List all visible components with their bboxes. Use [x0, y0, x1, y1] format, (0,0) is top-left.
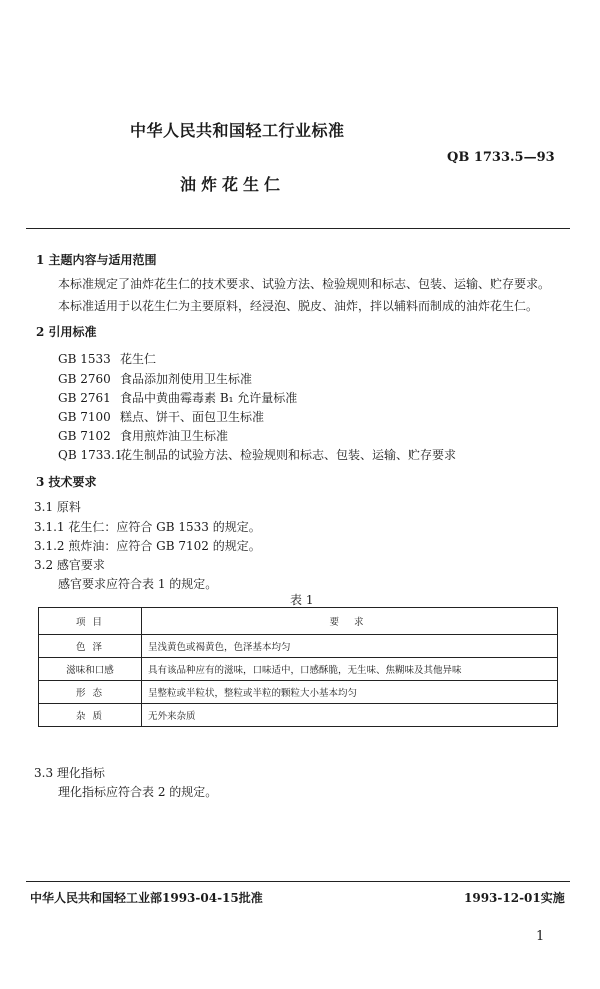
table-cell-item: 滋味和口感 — [39, 658, 142, 681]
table-cell-item: 色 泽 — [39, 635, 142, 658]
table-cell-item: 形 态 — [39, 681, 142, 704]
approval-line: 中华人民共和国轻工业部1993-04-15批准 — [30, 891, 263, 905]
standard-title: 油炸花生仁 — [180, 175, 286, 194]
standard-code: QB 1733.5—93 — [447, 150, 555, 165]
column-header-requirement: 要 求 — [142, 608, 558, 635]
reference-item: GB 7100 糕点、饼干、面包卫生标准 — [58, 410, 265, 424]
section-3-1-2: 3.1.2 煎炸油：应符合 GB 7102 的规定。 — [34, 539, 261, 553]
sensory-requirements-table — [38, 607, 558, 727]
section-2-heading: 2 引用标准 — [36, 325, 97, 339]
table-cell-item: 杂 质 — [39, 704, 142, 727]
reference-item: QB 1733.1花生制品的试验方法、检验规则和标志、包装、运输、贮存要求 — [58, 448, 457, 462]
table-row — [39, 635, 558, 658]
header-rule — [26, 228, 570, 229]
footer-rule — [26, 881, 570, 882]
table-row — [39, 681, 558, 704]
section-1-para-2: 本标准适用于以花生仁为主要原料，经浸泡、脱皮、油炸，拌以辅料而制成的油炸花生仁。 — [58, 299, 539, 313]
table-cell-requirement: 无外来杂质 — [142, 704, 558, 727]
section-3-heading: 3 技术要求 — [36, 475, 97, 489]
section-3-1-heading: 3.1 原料 — [34, 500, 81, 514]
section-1-heading: 1 主题内容与适用范围 — [36, 253, 157, 267]
section-1-para-1: 本标准规定了油炸花生仁的技术要求、试验方法、检验规则和标志、包装、运输、贮存要求。 — [58, 277, 551, 291]
section-3-3-heading: 3.3 理化指标 — [34, 766, 105, 780]
section-3-2-heading: 3.2 感官要求 — [34, 558, 105, 572]
table-1-caption: 表 1 — [290, 593, 314, 607]
table-cell-requirement: 呈整粒或半粒状，整粒或半粒的颗粒大小基本均匀 — [142, 681, 558, 704]
table-row — [39, 704, 558, 727]
section-3-2-text: 感官要求应符合表 1 的规定。 — [58, 577, 218, 591]
reference-item: GB 1533 花生仁 — [58, 352, 157, 366]
reference-item: GB 7102 食用煎炸油卫生标准 — [58, 429, 229, 443]
reference-item: GB 2760 食品添加剂使用卫生标准 — [58, 372, 253, 386]
implementation-date: 1993-12-01实施 — [464, 891, 565, 905]
table-cell-requirement: 具有该品种应有的滋味，口味适中，口感酥脆，无生味、焦糊味及其他异味 — [142, 658, 558, 681]
section-3-3-text: 理化指标应符合表 2 的规定。 — [58, 785, 218, 799]
table-cell-requirement: 呈浅黄色或褐黄色，色泽基本均匀 — [142, 635, 558, 658]
table-row — [39, 658, 558, 681]
reference-item: GB 2761 食品中黄曲霉毒素 B₁ 允许量标准 — [58, 391, 298, 405]
issuing-authority: 中华人民共和国轻工行业标准 — [130, 121, 345, 140]
table-header-row — [39, 608, 558, 635]
column-header-item: 项 目 — [39, 608, 142, 635]
page-number: 1 — [536, 929, 545, 944]
section-3-1-1: 3.1.1 花生仁：应符合 GB 1533 的规定。 — [34, 520, 261, 534]
